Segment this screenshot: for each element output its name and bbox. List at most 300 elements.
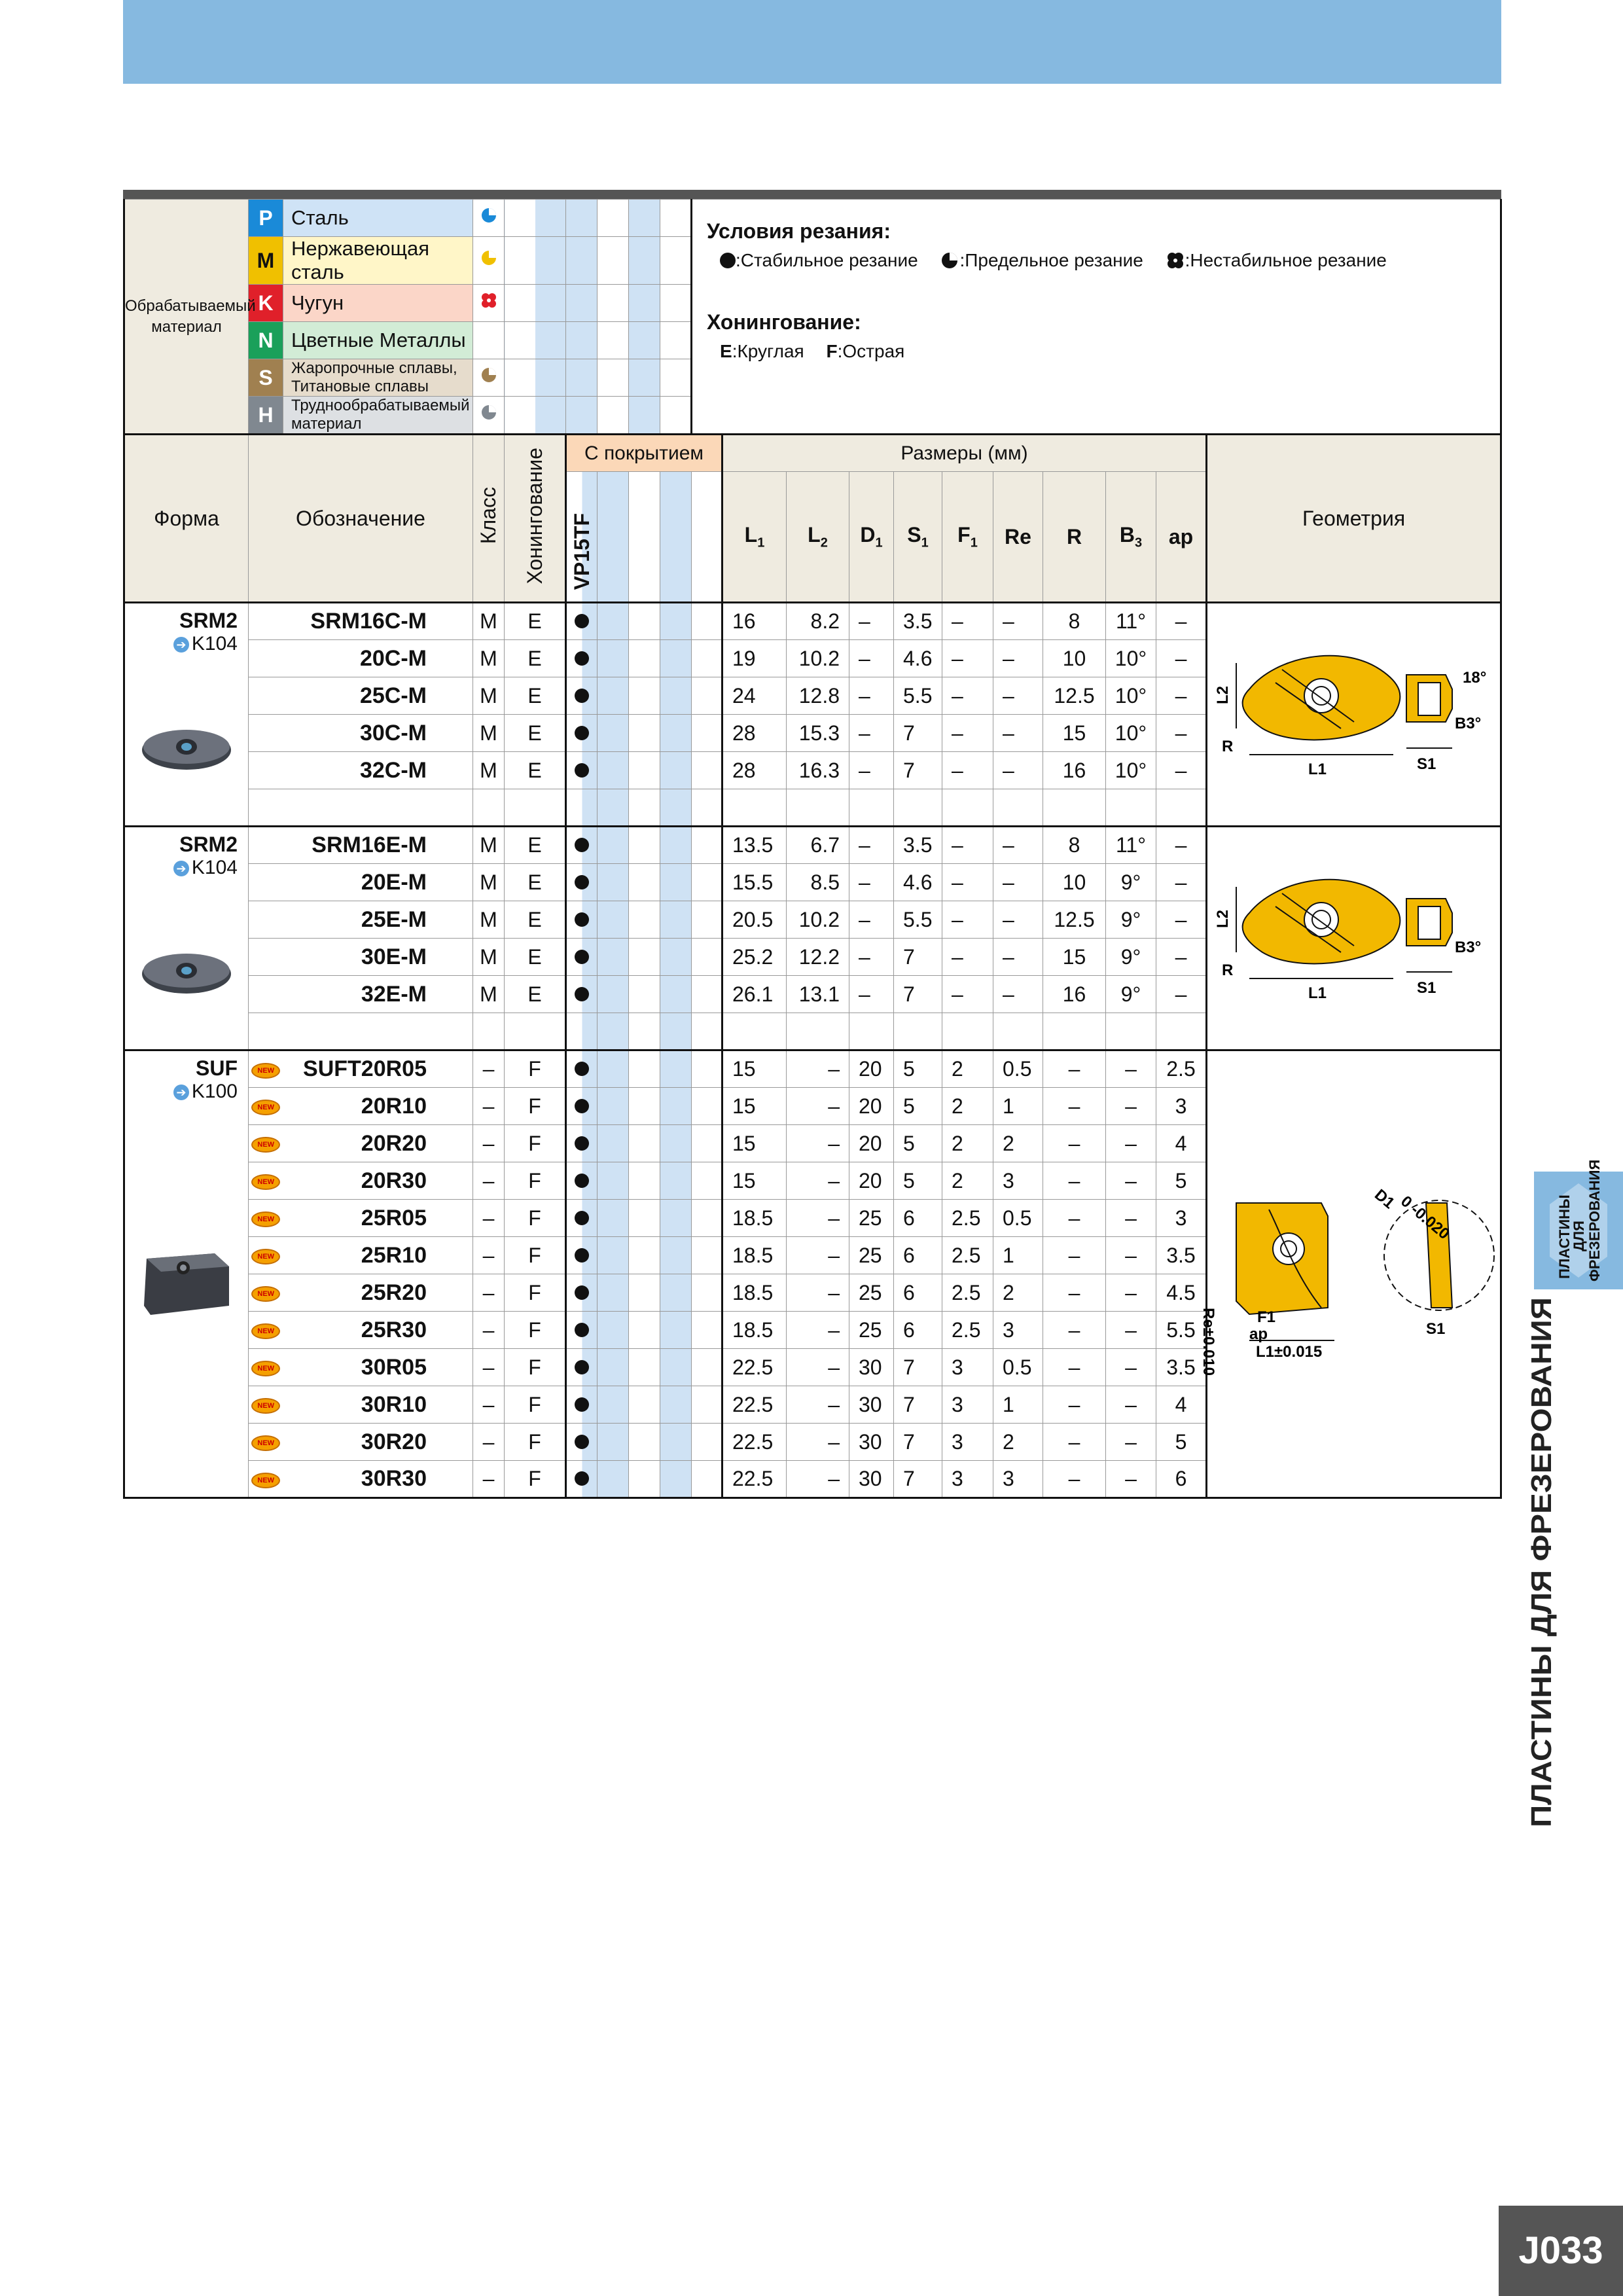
dim-l2: –: [787, 1386, 849, 1424]
dim-d1: 30: [849, 1461, 894, 1498]
dim-s1: 7: [894, 1461, 942, 1498]
stock-dot-icon: [575, 651, 589, 666]
dim-re: 1: [993, 1386, 1043, 1424]
page-link-arrow-icon: ➔: [173, 637, 189, 653]
insert-code: 25R05: [283, 1200, 473, 1237]
stock-dot-icon: [575, 1174, 589, 1188]
dim-l1: 24: [722, 677, 787, 715]
grade-availability-cell: [566, 901, 597, 939]
dim-f1: 2: [942, 1162, 993, 1200]
dim-d1: 20: [849, 1088, 894, 1125]
grade-availability-cell: [566, 752, 597, 789]
new-badge-icon: NEW: [251, 1323, 280, 1339]
klass-cell: M: [473, 677, 505, 715]
dim-d1: –: [849, 901, 894, 939]
new-badge-icon: NEW: [251, 1249, 280, 1265]
dim-l2: –: [787, 1162, 849, 1200]
dim-r: 15: [1043, 715, 1106, 752]
dim-s1: 5.5: [894, 677, 942, 715]
dim-ap: –: [1156, 864, 1207, 901]
insert-photo-suf: [137, 1247, 236, 1319]
stock-dot-icon: [575, 1099, 589, 1113]
dim-ap: –: [1156, 640, 1207, 677]
dim-l1: 18.5: [722, 1274, 787, 1312]
grade-availability-cell: [566, 677, 597, 715]
dim-d1: 30: [849, 1424, 894, 1461]
dim-ap: 3.5: [1156, 1237, 1207, 1274]
dim-l2: –: [787, 1200, 849, 1237]
table-top-rule: [123, 190, 1501, 199]
honing-cell: F: [505, 1050, 566, 1088]
dim-r: 15: [1043, 939, 1106, 976]
dim-l2: 12.8: [787, 677, 849, 715]
dim-d1: –: [849, 640, 894, 677]
dim-s1: 5: [894, 1125, 942, 1162]
dim-re: –: [993, 864, 1043, 901]
dim-b3: –: [1106, 1424, 1156, 1461]
dim-d1: –: [849, 603, 894, 640]
insert-code: 25C-M: [283, 677, 473, 715]
new-badge-cell: [249, 976, 283, 1013]
mat-name-n: Цветные Металлы: [283, 322, 473, 359]
klass-cell: –: [473, 1088, 505, 1125]
mat-code-k: K: [249, 285, 283, 322]
grade-availability-cell: [566, 939, 597, 976]
dim-ap: 6: [1156, 1461, 1207, 1498]
svg-text:0 -0.020: 0 -0.020: [1397, 1192, 1453, 1243]
insert-code: 25R10: [283, 1237, 473, 1274]
svg-text:R: R: [1221, 737, 1233, 755]
honing-title: Хонингование:: [707, 310, 861, 334]
stock-dot-icon: [575, 726, 589, 740]
dim-re: 0.5: [993, 1200, 1043, 1237]
dim-r: 16: [1043, 752, 1106, 789]
header-d1: $D_1$: [849, 472, 894, 603]
klass-cell: –: [473, 1050, 505, 1088]
mat-icon-p: [473, 200, 505, 237]
header-ap: ap: [1156, 472, 1207, 603]
svg-text:S1: S1: [1416, 755, 1436, 773]
grade-availability-cell: [566, 976, 597, 1013]
new-badge-cell: [249, 1237, 283, 1274]
svg-text:S1: S1: [1416, 978, 1436, 997]
header-geometry: Геометрия: [1207, 435, 1501, 603]
dim-s1: 7: [894, 752, 942, 789]
dim-s1: 7: [894, 1349, 942, 1386]
dim-l1: 22.5: [722, 1461, 787, 1498]
dim-r: –: [1043, 1162, 1106, 1200]
stock-dot-icon: [575, 1360, 589, 1374]
dim-ap: 4.5: [1156, 1274, 1207, 1312]
dim-f1: –: [942, 901, 993, 939]
dim-f1: –: [942, 939, 993, 976]
dim-re: 2: [993, 1424, 1043, 1461]
geometry-cell: [1199, 1050, 1501, 1498]
material-label-cell: [124, 200, 256, 435]
mat-name-h: Труднообрабатываемый материал: [283, 397, 473, 435]
grade-availability-cell: [566, 864, 597, 901]
table-row: [124, 1050, 1501, 1088]
new-badge-cell: [249, 1349, 283, 1386]
honing-cell: E: [505, 715, 566, 752]
dim-f1: 2.5: [942, 1200, 993, 1237]
klass-cell: –: [473, 1349, 505, 1386]
svg-text:L1: L1: [1308, 984, 1327, 1002]
dim-l1: 15: [722, 1088, 787, 1125]
dim-d1: –: [849, 715, 894, 752]
stock-dot-icon: [575, 689, 589, 703]
dim-r: –: [1043, 1349, 1106, 1386]
mat-name-s: Жаропрочные сплавы, Титановые сплавы: [283, 359, 473, 397]
dim-d1: 20: [849, 1162, 894, 1200]
dim-s1: 3.5: [894, 603, 942, 640]
honing-cell: F: [505, 1349, 566, 1386]
honing-cell: F: [505, 1125, 566, 1162]
stock-dot-icon: [575, 614, 589, 628]
dim-re: 3: [993, 1312, 1043, 1349]
dim-r: –: [1043, 1125, 1106, 1162]
svg-text:F1: F1: [1257, 1308, 1275, 1326]
dim-s1: 7: [894, 1386, 942, 1424]
borderline-icon: [940, 251, 959, 270]
mat-name-k: Чугун: [283, 285, 473, 322]
stock-dot-icon: [575, 838, 589, 852]
stock-dot-icon: [575, 987, 589, 1001]
dim-re: –: [993, 827, 1043, 864]
insert-code: 30R30: [283, 1461, 473, 1498]
side-tab-line2: ДЛЯ: [1571, 1221, 1587, 1251]
svg-text:L2: L2: [1213, 685, 1232, 704]
dim-l2: 15.3: [787, 715, 849, 752]
dim-d1: –: [849, 752, 894, 789]
klass-cell: M: [473, 640, 505, 677]
form-cell: [124, 827, 249, 1050]
stock-dot-icon: [575, 912, 589, 927]
dim-ap: –: [1156, 939, 1207, 976]
geometry-drawing-2: [1210, 841, 1498, 1031]
dim-r: 16: [1043, 976, 1106, 1013]
dim-re: –: [993, 677, 1043, 715]
table-row: [124, 603, 1501, 640]
svg-text:B3°: B3°: [1454, 938, 1481, 956]
dim-l1: 28: [722, 715, 787, 752]
dim-ap: –: [1156, 603, 1207, 640]
dim-f1: –: [942, 603, 993, 640]
honing-cell: E: [505, 864, 566, 901]
insert-code: 20R20: [283, 1125, 473, 1162]
grade-availability-cell: [566, 1162, 597, 1200]
stock-dot-icon: [575, 1285, 589, 1300]
new-badge-icon: NEW: [251, 1211, 280, 1227]
dim-f1: –: [942, 677, 993, 715]
grade-availability-cell: [566, 1274, 597, 1312]
grade-availability-cell: [566, 1349, 597, 1386]
dim-ap: –: [1156, 677, 1207, 715]
honing-cell: F: [505, 1200, 566, 1237]
new-badge-icon: NEW: [251, 1063, 280, 1079]
honing-cell: F: [505, 1237, 566, 1274]
mat-name-p: Сталь: [283, 200, 473, 237]
product-table-wrapper: [123, 199, 1501, 1499]
dim-re: –: [993, 901, 1043, 939]
grade-availability-cell: [566, 1237, 597, 1274]
new-badge-cell: [249, 1386, 283, 1424]
dim-d1: 30: [849, 1349, 894, 1386]
dim-s1: 6: [894, 1274, 942, 1312]
header-s1: $S_1$: [894, 472, 942, 603]
grade-availability-cell: [566, 1088, 597, 1125]
header-b3: $B_3$: [1106, 472, 1156, 603]
header-klass: Класс: [473, 435, 505, 603]
new-badge-icon: NEW: [251, 1137, 280, 1153]
dim-f1: 2: [942, 1125, 993, 1162]
dim-ap: –: [1156, 752, 1207, 789]
insert-code: 30C-M: [283, 715, 473, 752]
insert-code: 25E-M: [283, 901, 473, 939]
dim-b3: 10°: [1106, 715, 1156, 752]
dim-l1: 20.5: [722, 901, 787, 939]
dim-ap: –: [1156, 827, 1207, 864]
form-name: SRM2: [179, 609, 238, 632]
honing-cell: E: [505, 640, 566, 677]
page-link-arrow-icon: ➔: [173, 1085, 189, 1100]
svg-text:B3°: B3°: [1454, 714, 1481, 732]
klass-cell: –: [473, 1386, 505, 1424]
side-tab-line3: ФРЕЗЕРОВАНИЯ: [1586, 1159, 1603, 1282]
new-badge-cell: [249, 939, 283, 976]
dim-l1: 19: [722, 640, 787, 677]
dim-r: 12.5: [1043, 901, 1106, 939]
mat-code-n: N: [249, 322, 283, 359]
stable-dot-icon: [720, 253, 736, 268]
dim-l1: 28: [722, 752, 787, 789]
honing-cell: F: [505, 1162, 566, 1200]
dim-s1: 5: [894, 1088, 942, 1125]
side-tab-label: [1544, 1159, 1613, 1283]
honing-cell: E: [505, 603, 566, 640]
stock-dot-icon: [575, 1136, 589, 1151]
form-name: SRM2: [179, 833, 238, 856]
new-badge-cell: [249, 1274, 283, 1312]
dim-b3: 11°: [1106, 827, 1156, 864]
honing-cell: F: [505, 1424, 566, 1461]
product-table: [123, 199, 1502, 1499]
grade-availability-cell: [566, 715, 597, 752]
dim-l1: 22.5: [722, 1386, 787, 1424]
dim-d1: –: [849, 827, 894, 864]
klass-cell: –: [473, 1461, 505, 1498]
dim-b3: 9°: [1106, 976, 1156, 1013]
stock-dot-icon: [575, 1062, 589, 1076]
dim-b3: –: [1106, 1237, 1156, 1274]
dim-b3: 9°: [1106, 901, 1156, 939]
mat-code-s: S: [249, 359, 283, 397]
new-badge-icon: NEW: [251, 1100, 280, 1115]
klass-cell: M: [473, 864, 505, 901]
header-l1: $L_1$: [722, 472, 787, 603]
dim-ap: 5: [1156, 1424, 1207, 1461]
mat-code-p: P: [249, 200, 283, 237]
blue-stable-icon: [479, 206, 499, 225]
dim-d1: 20: [849, 1050, 894, 1088]
dim-re: –: [993, 715, 1043, 752]
dim-d1: –: [849, 864, 894, 901]
grade-availability-cell: [566, 827, 597, 864]
grade-availability-cell: [566, 1125, 597, 1162]
new-badge-icon: NEW: [251, 1435, 280, 1451]
new-badge-cell: [249, 752, 283, 789]
grade-availability-cell: [566, 1050, 597, 1088]
dim-s1: 7: [894, 1424, 942, 1461]
dim-b3: 11°: [1106, 603, 1156, 640]
side-title: [1525, 1289, 1558, 1833]
red-unstable-icon: [479, 291, 499, 310]
form-cell: [124, 1050, 249, 1498]
stock-dot-icon: [575, 1471, 589, 1486]
dim-l2: –: [787, 1237, 849, 1274]
insert-code: SUFT20R05: [283, 1050, 473, 1088]
dim-b3: 9°: [1106, 939, 1156, 976]
insert-code: 20R30: [283, 1162, 473, 1200]
new-badge-icon: NEW: [251, 1398, 280, 1414]
dim-re: 1: [993, 1237, 1043, 1274]
dim-r: 10: [1043, 640, 1106, 677]
insert-code: 32E-M: [283, 976, 473, 1013]
top-color-band: [123, 0, 1501, 84]
form-page-ref[interactable]: ➔ K104: [125, 633, 248, 655]
data-section: [124, 603, 1501, 1498]
form-page-ref[interactable]: ➔ K104: [125, 857, 248, 879]
form-name: SUF: [196, 1056, 238, 1080]
dim-re: 0.5: [993, 1050, 1043, 1088]
dim-d1: 25: [849, 1274, 894, 1312]
dim-s1: 7: [894, 715, 942, 752]
insert-code: 30E-M: [283, 939, 473, 976]
legend-section: [124, 200, 1501, 603]
form-page-ref[interactable]: ➔ K100: [125, 1081, 248, 1103]
svg-text:R: R: [1221, 961, 1233, 979]
table-row: [124, 827, 1501, 864]
dim-ap: 5: [1156, 1162, 1207, 1200]
dim-l1: 18.5: [722, 1237, 787, 1274]
dim-ap: 3: [1156, 1200, 1207, 1237]
insert-photo-srm: [137, 938, 236, 1010]
dim-l2: –: [787, 1424, 849, 1461]
insert-code: 25R20: [283, 1274, 473, 1312]
dim-s1: 3.5: [894, 827, 942, 864]
insert-code: SRM16E-M: [283, 827, 473, 864]
dim-d1: –: [849, 976, 894, 1013]
new-badge-cell: [249, 603, 283, 640]
dim-d1: –: [849, 677, 894, 715]
grade-availability-cell: [566, 1386, 597, 1424]
form-cell: [124, 603, 249, 827]
honing-line: E:Круглая F:Острая: [720, 341, 905, 361]
dim-l1: 13.5: [722, 827, 787, 864]
dim-re: 3: [993, 1461, 1043, 1498]
honing-cell: F: [505, 1461, 566, 1498]
new-badge-cell: [249, 1162, 283, 1200]
klass-cell: M: [473, 603, 505, 640]
dim-f1: –: [942, 640, 993, 677]
new-badge-icon: NEW: [251, 1473, 280, 1488]
new-badge-cell: [249, 1088, 283, 1125]
material-label: Обрабатываемый материал: [125, 296, 256, 336]
dim-l1: 18.5: [722, 1312, 787, 1349]
stock-dot-icon: [575, 1397, 589, 1412]
dim-l2: 13.1: [787, 976, 849, 1013]
page-link-arrow-icon: ➔: [173, 861, 189, 876]
grade-shade: [505, 200, 566, 237]
mat-name-m: Нержавеющая сталь: [283, 237, 473, 285]
dim-l2: –: [787, 1125, 849, 1162]
dim-r: –: [1043, 1274, 1106, 1312]
dim-f1: 3: [942, 1349, 993, 1386]
dim-r: –: [1043, 1200, 1106, 1237]
honing-cell: F: [505, 1274, 566, 1312]
insert-photo-srm: [137, 714, 236, 786]
dim-f1: –: [942, 715, 993, 752]
honing-e-label: Круглая: [737, 341, 804, 361]
new-badge-cell: [249, 1050, 283, 1088]
new-badge-icon: NEW: [251, 1286, 280, 1302]
dim-b3: 10°: [1106, 677, 1156, 715]
dim-l1: 25.2: [722, 939, 787, 976]
tan-borderline-icon: [479, 365, 499, 385]
klass-cell: M: [473, 715, 505, 752]
klass-cell: M: [473, 939, 505, 976]
honing-cell: E: [505, 752, 566, 789]
honing-cell: E: [505, 901, 566, 939]
header-f1: $F_1$: [942, 472, 993, 603]
grade-availability-cell: [566, 640, 597, 677]
grade-availability-cell: [566, 1424, 597, 1461]
svg-text:S1: S1: [1425, 1319, 1445, 1338]
dim-ap: 4: [1156, 1125, 1207, 1162]
svg-text:Re±0.010: Re±0.010: [1199, 1307, 1217, 1376]
conditions-title: Условия резания:: [707, 219, 891, 243]
header-coated: С покрытием: [566, 435, 722, 472]
stock-dot-icon: [575, 763, 589, 778]
dim-re: 2: [993, 1274, 1043, 1312]
dim-r: 8: [1043, 827, 1106, 864]
svg-text:ap: ap: [1249, 1325, 1268, 1343]
header-re: Re: [993, 472, 1043, 603]
dim-ap: –: [1156, 976, 1207, 1013]
dim-d1: 20: [849, 1125, 894, 1162]
stock-dot-icon: [575, 1323, 589, 1337]
geometry-drawing-1: [1210, 617, 1498, 807]
klass-cell: –: [473, 1200, 505, 1237]
dim-s1: 6: [894, 1237, 942, 1274]
dim-l1: 18.5: [722, 1200, 787, 1237]
dim-f1: 3: [942, 1424, 993, 1461]
dim-f1: –: [942, 752, 993, 789]
stock-dot-icon: [575, 1435, 589, 1449]
klass-cell: M: [473, 752, 505, 789]
stock-dot-icon: [575, 875, 589, 889]
yellow-borderline-icon: [479, 248, 499, 268]
svg-text:L1: L1: [1308, 760, 1327, 778]
grade-availability-cell: [566, 1200, 597, 1237]
klass-cell: M: [473, 976, 505, 1013]
dim-f1: 3: [942, 1386, 993, 1424]
dim-f1: 2: [942, 1050, 993, 1088]
honing-cell: E: [505, 976, 566, 1013]
dim-f1: 2.5: [942, 1312, 993, 1349]
dim-b3: 10°: [1106, 640, 1156, 677]
new-badge-cell: [249, 1461, 283, 1498]
